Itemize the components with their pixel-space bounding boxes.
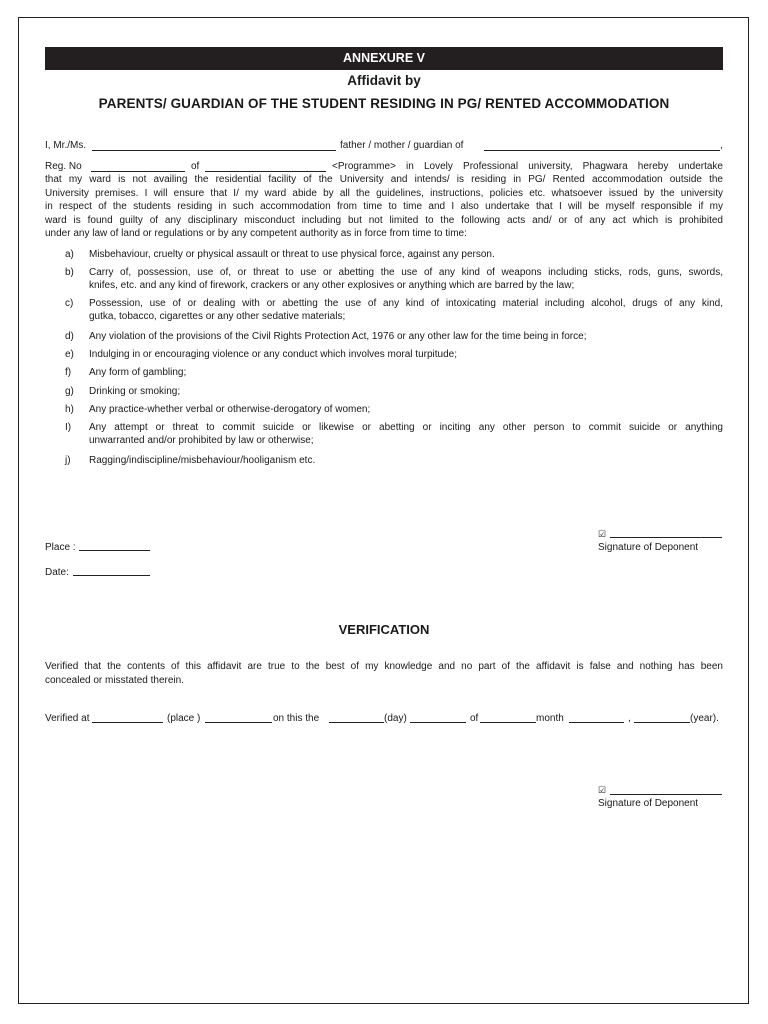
place-paren-label: (place ) — [167, 713, 201, 724]
list-item: I) Any attempt or threat to commit suicide or likewise or abetting or inciting any other person to commit suicide or anything unwarranted and/or prohibited by law or otherwise; — [65, 422, 723, 446]
programme-field[interactable] — [205, 171, 326, 172]
place-label: Place : — [45, 542, 76, 553]
para-line: that my ward is not availing the residential facility of the University and intends/ is residing in PG/ Rented accommodation outside the — [45, 174, 723, 185]
verified-at-label: Verified at — [45, 713, 90, 724]
name-prefix: I, Mr./Ms. — [45, 140, 87, 151]
parent-name-field[interactable] — [92, 150, 336, 151]
year-label: (year). — [690, 713, 719, 724]
verified-place-field[interactable] — [92, 722, 163, 723]
undertaking-paragraph — [45, 173, 723, 241]
day-label: (day) — [384, 713, 407, 724]
verification-heading: VERIFICATION — [338, 622, 430, 637]
reg-of-label: of — [191, 161, 200, 172]
relation-label: father / mother / guardian of — [340, 140, 464, 151]
signature-line[interactable] — [610, 537, 722, 538]
line1-comma: , — [720, 140, 723, 151]
verified-year-field[interactable] — [634, 722, 690, 723]
para-line: University premises. I will ensure that I/ my ward abide by all the guidelines, instructions, policies etc. whatsoever issued by the university — [45, 187, 723, 199]
affidavit-subtitle: PARENTS/ GUARDIAN OF THE STUDENT RESIDING IN PG/ RENTED ACCOMMODATION — [98, 96, 670, 111]
verified-day-field[interactable] — [329, 722, 384, 723]
para-line: under any law of land or regulations or by any competent authority as in force from time to time: — [45, 228, 467, 240]
list-item: e) Indulging in or encouraging violence or any conduct which involves moral turpitude; — [65, 349, 457, 360]
list-item: a) Misbehaviour, cruelty or physical assault or threat to use physical force, against any person. — [65, 249, 495, 260]
list-item: f) Any form of gambling; — [65, 367, 187, 378]
verified-day-blank[interactable] — [410, 722, 466, 723]
reg-no-field[interactable] — [91, 171, 185, 172]
reg-no-label: Reg. No — [45, 161, 82, 172]
signature-line[interactable] — [610, 794, 722, 795]
list-item: h) Any practice-whether verbal or otherwise-derogatory of women; — [65, 404, 371, 415]
checkbox-icon[interactable]: ☑ — [598, 529, 607, 539]
affidavit-title: Affidavit by — [347, 73, 421, 88]
list-item: b) Carry of, possession, use of, or threat to use or abetting the use of any kind of weapons including sticks, rods, guns, swords, knifes, etc. and any kind of firework, crackers or any other explosives or anything which are barred by the law; — [65, 267, 723, 291]
verified-month-blank[interactable] — [569, 722, 624, 723]
checkbox-icon[interactable]: ☑ — [598, 785, 607, 795]
para-line: ward is found guilty of any disciplinary misconduct including but not limited to the following acts and/ or of any act which is prohibited — [45, 214, 723, 226]
comma-label: , — [628, 713, 631, 724]
list-item: d) Any violation of the provisions of the Civil Rights Protection Act, 1976 or any other law for the time being in force; — [65, 331, 587, 342]
place-field[interactable] — [79, 550, 150, 551]
date-label: Date: — [45, 567, 69, 578]
month-label: month — [536, 713, 564, 724]
list-item: c) Possession, use of or dealing with or abetting the use of any kind of intoxicating material including alcohol, drugs of any kind, gutka, tobacco, cigarettes or any other sedative materials; — [65, 298, 723, 322]
reg-rest: <Programme> in Lovely Professional university, Phagwara hereby undertake — [332, 161, 723, 172]
list-item: g) Drinking or smoking; — [65, 386, 181, 397]
signature-label: Signature of Deponent — [598, 542, 699, 553]
verified-day-number-field[interactable] — [205, 722, 272, 723]
verified-month-field[interactable] — [480, 722, 536, 723]
of-label: of — [470, 713, 479, 724]
signature-label: Signature of Deponent — [598, 798, 699, 809]
student-name-field[interactable] — [484, 150, 720, 151]
verification-text: Verified that the contents of this affidavit are true to the best of my knowledge and no part of the affidavit is false and nothing has been concealed or misstated therein. — [45, 661, 723, 686]
list-item: j) Ragging/indiscipline/misbehaviour/hooliganism etc. — [65, 455, 316, 466]
annexure-banner: ANNEXURE V — [45, 47, 723, 70]
date-field[interactable] — [73, 575, 150, 576]
on-this-the-label: on this the — [273, 713, 320, 724]
para-line: in respect of the students residing in such accommodation from time to time and I also undertake that I will be myself responsible if my — [45, 201, 723, 213]
